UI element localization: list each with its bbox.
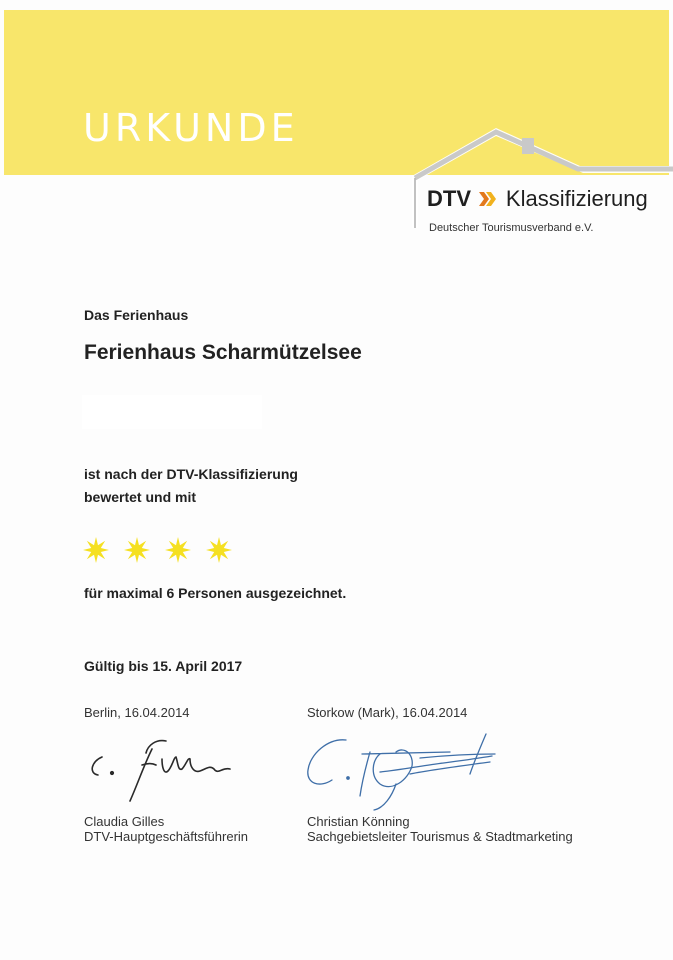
star-icon (124, 537, 150, 563)
star-icon (165, 537, 191, 563)
property-name: Ferienhaus Scharmützelsee (84, 341, 362, 364)
dtv-logo (427, 186, 648, 212)
logo-name: Klassifizierung (505, 186, 648, 211)
validity-text: Gültig bis 15. April 2017 (84, 658, 243, 674)
chevron-logo-icon (477, 190, 499, 208)
intro-text: Das Ferienhaus (84, 307, 189, 323)
signature-1-image (84, 735, 244, 805)
signatory-1-name: Claudia Gilles (84, 814, 165, 829)
star-icon (206, 537, 232, 563)
signatory-2-role: Sachgebietsleiter Tourismus & Stadtmarketing (307, 829, 573, 844)
award-text: für maximal 6 Personen ausgezeichnet. (84, 585, 347, 601)
signatory-2-place-date: Storkow (Mark), 16.04.2014 (307, 705, 468, 720)
house-roof-graphic (408, 128, 673, 228)
certificate-title: URKUNDE (83, 106, 299, 150)
signatory-1-role: DTV-Hauptgeschäftsführerin (84, 829, 249, 844)
logo-abbreviation: DTV (427, 186, 471, 211)
star-rating (80, 533, 240, 567)
logo-subtitle: Deutscher Tourismusverband e.V. (429, 222, 594, 234)
star-icon (83, 537, 109, 563)
signature-2-image (300, 730, 500, 812)
signatory-1-place-date: Berlin, 16.04.2014 (84, 705, 190, 720)
signatory-2-name: Christian Könning (307, 814, 410, 829)
statement-line-1: ist nach der DTV-Klassifizierung (84, 466, 298, 482)
statement-line-2: bewertet und mit (84, 489, 197, 505)
redacted-area (82, 395, 262, 429)
